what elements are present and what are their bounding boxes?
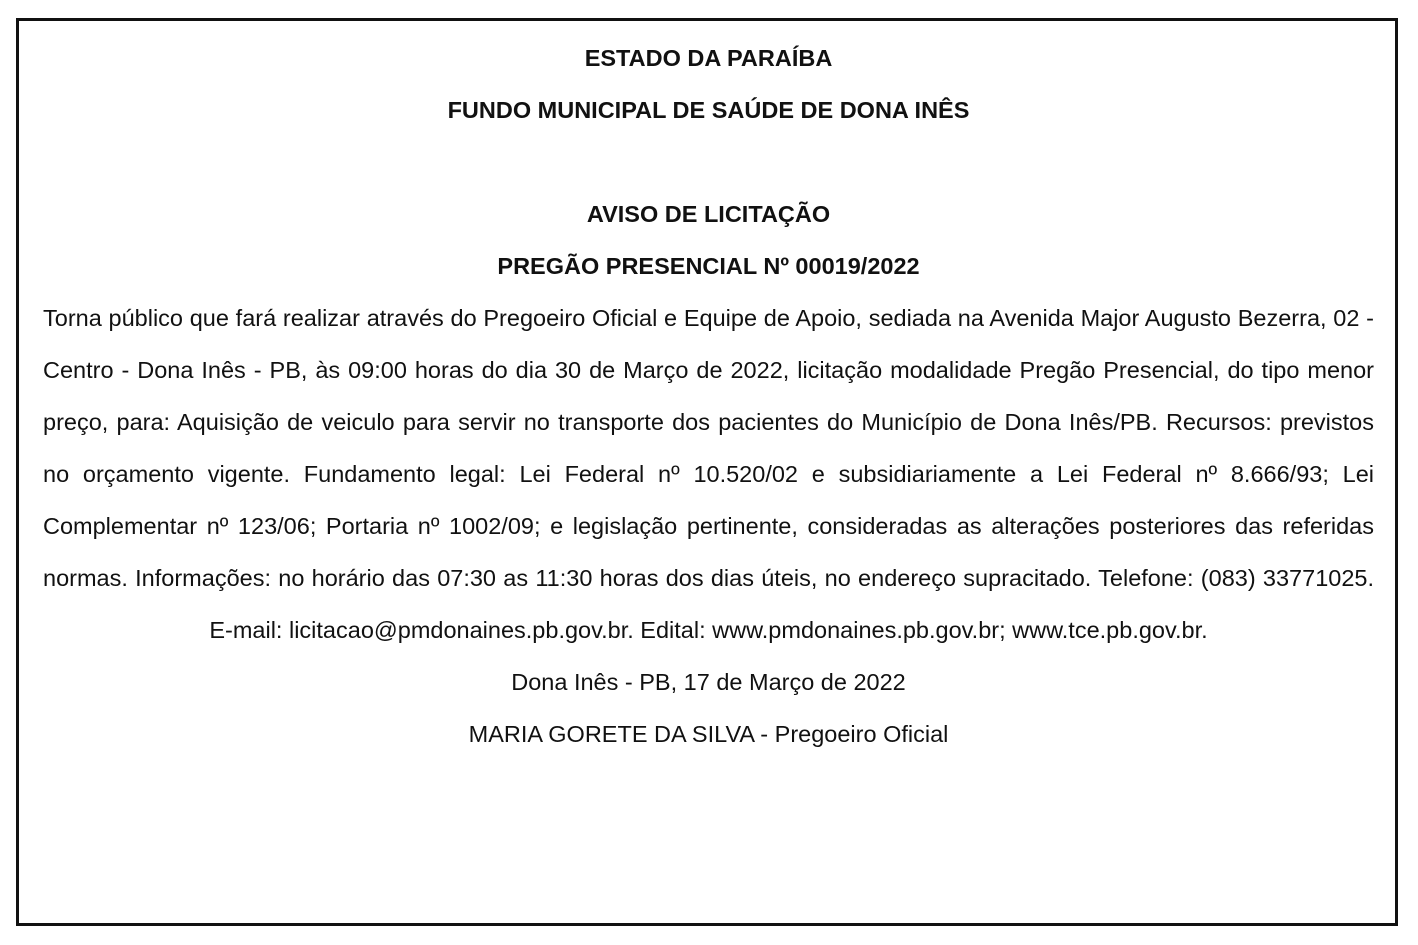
agency-heading: FUNDO MUNICIPAL DE SAÚDE DE DONA INÊS [447,97,970,123]
place-date: Dona Inês - PB, 17 de Março de 2022 [511,669,906,695]
spacer [43,136,1374,188]
signature: MARIA GORETE DA SILVA - Pregoeiro Oficial [468,721,949,747]
notice-subtitle: PREGÃO PRESENCIAL Nº 00019/2022 [497,253,920,279]
notice-body: Torna público que fará realizar através do Pregoeiro Oficial e Equipe de Apoio, sediada na Avenida Major Augusto Bezerra, 02 - Centro - Dona Inês - PB, às 09:00 horas do dia 30 de Março de 2022, licitação modalidade Pregão Presencial, do tipo menor preço, para: Aquisição de veiculo para servir no transporte dos pacientes do Município de Dona Inês/PB. Recursos: previstos no orçamento vigente. Fundamento legal: Lei Federal nº 10.520/02 e subsidiariamente a Lei Federal nº 8.666/93; Lei Complementar nº 123/06; Portaria nº 1002/09; e legislação pertinente, consideradas as alterações posteriores das referidas normas. Informações: no horário das 07:30 as 11:30 horas dos dias úteis, no endereço supracitado. Telefone: (083) 33771025. E-mail: licitacao@pmdonaines.pb.gov.br. Edital: www.pmdonaines.pb.gov.br; www.tce.pb.gov.br. [43,305,1374,643]
notice-title: AVISO DE LICITAÇÃO [586,201,831,227]
state-heading: ESTADO DA PARAÍBA [584,45,833,71]
notice-content [43,32,1374,760]
